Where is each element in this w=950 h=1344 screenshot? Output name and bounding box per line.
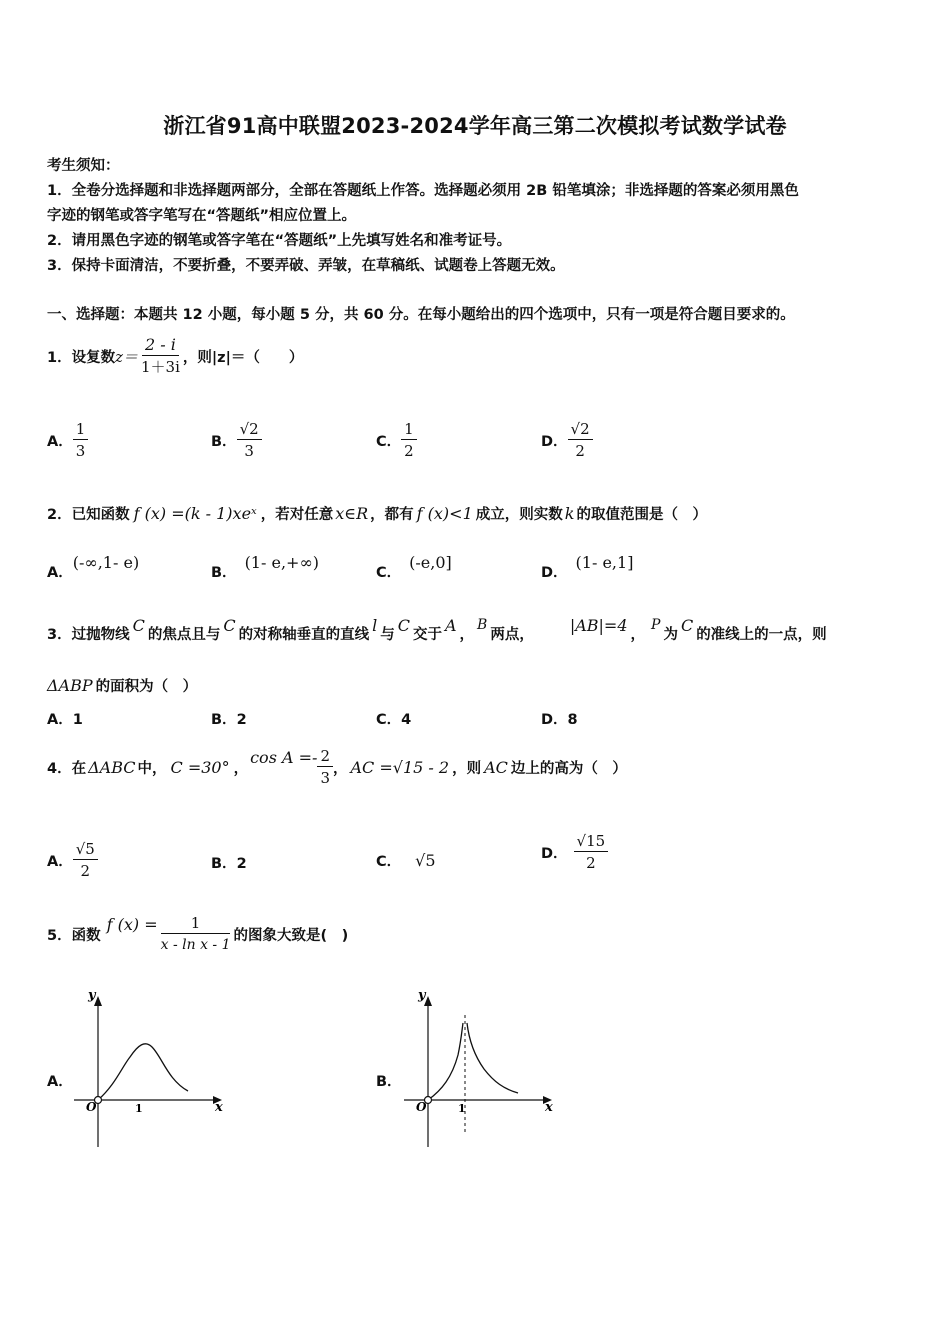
option-label: B．: [211, 433, 237, 450]
notice-line-2: 2．请用黑色字迹的钢笔或答字笔在“答题纸”上先填写姓名和准考证号。: [47, 233, 512, 249]
q3-math: C: [223, 615, 236, 635]
q4-fraction: [317, 746, 333, 789]
option-label: D．: [541, 845, 568, 862]
q2-prefix: 2．已知函数: [47, 506, 130, 523]
frac-den: 2: [404, 441, 414, 460]
frac-num: 1: [401, 419, 417, 440]
q5-graph-b[interactable]: [400, 985, 560, 1150]
q4-text: ，则: [452, 760, 482, 777]
q1-frac-num: 2 - i: [142, 335, 179, 356]
q4-math: ΔABC: [88, 757, 136, 777]
q1-option-a-value: [73, 419, 89, 462]
y-label: y: [88, 988, 96, 1003]
q1-option-b-value: [237, 419, 262, 462]
question-2: [47, 498, 707, 528]
q4-text: 中，: [137, 760, 167, 777]
option-value: 2: [236, 712, 247, 728]
q2-inequality: f (x)<1: [416, 503, 473, 523]
x-label: x: [215, 1100, 223, 1115]
q3-text: ，: [459, 626, 475, 643]
q3-math: ΔABP: [47, 675, 93, 695]
notice-heading: 考生须知：: [47, 158, 120, 174]
option-label: B．: [211, 712, 237, 728]
option-value: 2: [236, 856, 247, 872]
q1-z: z＝: [115, 347, 138, 366]
q3-text: 的准线上的一点，则: [696, 626, 827, 643]
frac-num: 2: [320, 746, 330, 765]
option-label: B．: [211, 856, 237, 872]
frac-den: 3: [75, 441, 86, 460]
q4-option-d-value: [574, 831, 609, 874]
option-label: D．: [541, 565, 568, 581]
q3-text: 两点，: [490, 626, 534, 643]
q4-option-d[interactable]: [541, 826, 608, 878]
q5-option-b-label[interactable]: B．: [376, 1074, 402, 1090]
question-4: [47, 742, 627, 792]
option-value: (-∞,1- e): [72, 553, 140, 572]
q2-function: f (x) =(k - 1)xeˣ: [133, 503, 257, 523]
option-label: A．: [47, 712, 73, 728]
notice-line-3: 3．保持卡面清洁，不要折叠，不要弄破、弄皱，在草稿纸、试题卷上答题无效。: [47, 258, 565, 274]
tick-label-1: 1: [458, 1102, 466, 1115]
q3-math: C: [680, 615, 694, 635]
option-value: √5: [415, 851, 436, 870]
q1-option-d[interactable]: [541, 414, 593, 466]
q5-text: 5．函数: [47, 927, 101, 944]
q3-text: 的对称轴垂直的直线: [238, 626, 370, 643]
q2-suffix: 的取值范围是（ ）: [576, 506, 707, 523]
option-label: C．: [376, 433, 402, 450]
option-label: B．: [211, 565, 237, 581]
q3-option-a[interactable]: [47, 708, 83, 729]
frac-num: √2: [568, 419, 593, 440]
q4-option-b[interactable]: [211, 852, 247, 873]
question-1: [47, 328, 303, 384]
origin-label: O: [86, 1100, 97, 1114]
frac-num: 1: [161, 913, 231, 934]
curve-left: [428, 1023, 463, 1100]
frac-num: 1: [73, 419, 89, 440]
q4-text: ，: [233, 760, 249, 777]
q3-math: P: [651, 617, 661, 633]
q3-text: 为: [663, 626, 678, 643]
q3-math: B: [477, 617, 488, 633]
q1-prefix: 1．设复数: [47, 349, 116, 366]
option-value: (1- e,+∞): [244, 553, 320, 572]
option-label: A．: [47, 433, 73, 450]
curve-right: [467, 1023, 518, 1093]
frac-num: √2: [237, 419, 262, 440]
q5-math: f (x) =: [106, 914, 158, 934]
option-label: A．: [47, 565, 73, 581]
q1-fraction: [138, 335, 183, 378]
q3-text: 交于: [412, 626, 442, 643]
q5-graph-a[interactable]: [70, 985, 230, 1150]
q1-frac-den: 1＋3i: [141, 357, 180, 376]
q3-math: C: [397, 615, 410, 635]
q4-option-a[interactable]: [47, 834, 98, 886]
option-label: A．: [47, 853, 73, 870]
q3-text: ，: [630, 626, 646, 643]
q4-option-c[interactable]: [376, 850, 436, 871]
q3-text: 3．过抛物线: [47, 626, 130, 643]
option-value: (-e,0]: [409, 553, 452, 572]
q2-option-a[interactable]: [47, 552, 139, 582]
q4-option-a-value: [73, 839, 98, 882]
frac-den: 3: [244, 441, 254, 460]
notice-line-1b: 字迹的钢笔或答字笔写在“答题纸”相应位置上。: [47, 208, 357, 224]
option-value: 4: [401, 712, 412, 728]
option-value: 8: [567, 712, 578, 728]
page-title: 浙江省91高中联盟2023-2024学年高三第二次模拟考试数学试卷: [163, 114, 787, 138]
q2-k: k: [564, 503, 575, 523]
q5-text: 的图象大致是( ): [233, 927, 349, 944]
q1-option-d-value: [568, 419, 593, 462]
question-5: [47, 908, 348, 960]
q4-math: AC: [484, 757, 508, 777]
q3-text: 的面积为（ ）: [95, 678, 198, 695]
q1-option-c-value: [401, 419, 417, 462]
tick-label-1: 1: [135, 1102, 143, 1115]
frac-num: √15: [574, 831, 609, 852]
question-3-cont: [47, 672, 197, 698]
option-value: 1: [72, 712, 83, 728]
q1-option-c[interactable]: [376, 414, 417, 466]
option-label: C．: [376, 854, 402, 870]
q4-math: C =30°: [170, 757, 230, 777]
frac-den: 2: [575, 441, 585, 460]
q4-text: 4．在: [47, 760, 87, 777]
notice-line-1a: 1．全卷分选择题和非选择题两部分，全部在答题纸上作答。选择题必须用 2B 铅笔填涂；非选择题的答案必须用黑色: [47, 183, 799, 199]
q5-option-a-label[interactable]: A．: [47, 1074, 73, 1090]
curve: [98, 1044, 188, 1100]
q2-option-c[interactable]: [376, 552, 452, 582]
section-heading: 一、选择题：本题共 12 小题，每小题 5 分，共 60 分。在每小题给出的四个选项中，只有一项是符合题目要求的。: [47, 307, 795, 323]
q2-text: ，都有: [370, 506, 414, 523]
q2-text: 成立，则实数: [475, 506, 563, 523]
q2-text: ，若对任意: [260, 506, 334, 523]
q4-math: cos A =-: [250, 747, 318, 767]
q1-option-b[interactable]: [211, 414, 262, 466]
q3-math: |AB|=4: [569, 615, 628, 635]
option-label: C．: [376, 565, 402, 581]
q3-math: A: [444, 615, 457, 635]
q3-math: l: [372, 615, 378, 635]
frac-den: 3: [317, 766, 333, 789]
option-label: D．: [541, 433, 568, 450]
q4-text: ，: [332, 760, 348, 777]
q3-math: C: [132, 615, 145, 635]
option-label: C．: [376, 712, 402, 728]
frac-den: x - ln x - 1: [160, 936, 231, 953]
q2-condition: x∈R: [335, 503, 369, 523]
option-label: D．: [541, 712, 568, 728]
q2-option-d[interactable]: [541, 552, 633, 582]
x-label: x: [545, 1100, 553, 1115]
q3-option-d[interactable]: [541, 708, 578, 729]
q2-option-b[interactable]: [211, 552, 319, 582]
q3-option-c[interactable]: [376, 708, 411, 729]
q3-option-b[interactable]: [211, 708, 247, 729]
q3-text: 与: [380, 626, 395, 643]
q1-suffix: ，则|z|＝（ ）: [182, 349, 304, 366]
frac-den: 2: [80, 861, 91, 880]
q4-text: 边上的高为（ ）: [510, 760, 627, 777]
q3-text: 的焦点且与: [147, 626, 221, 643]
q5-fraction: [158, 913, 234, 956]
y-label: y: [418, 988, 426, 1003]
frac-num: √5: [73, 839, 98, 860]
question-3: [47, 615, 827, 648]
frac-den: 2: [586, 853, 596, 872]
origin-label: O: [416, 1100, 427, 1114]
q1-option-a[interactable]: [47, 414, 88, 466]
q4-math: AC =√15 - 2: [350, 757, 450, 777]
option-value: (1- e,1]: [575, 553, 634, 572]
